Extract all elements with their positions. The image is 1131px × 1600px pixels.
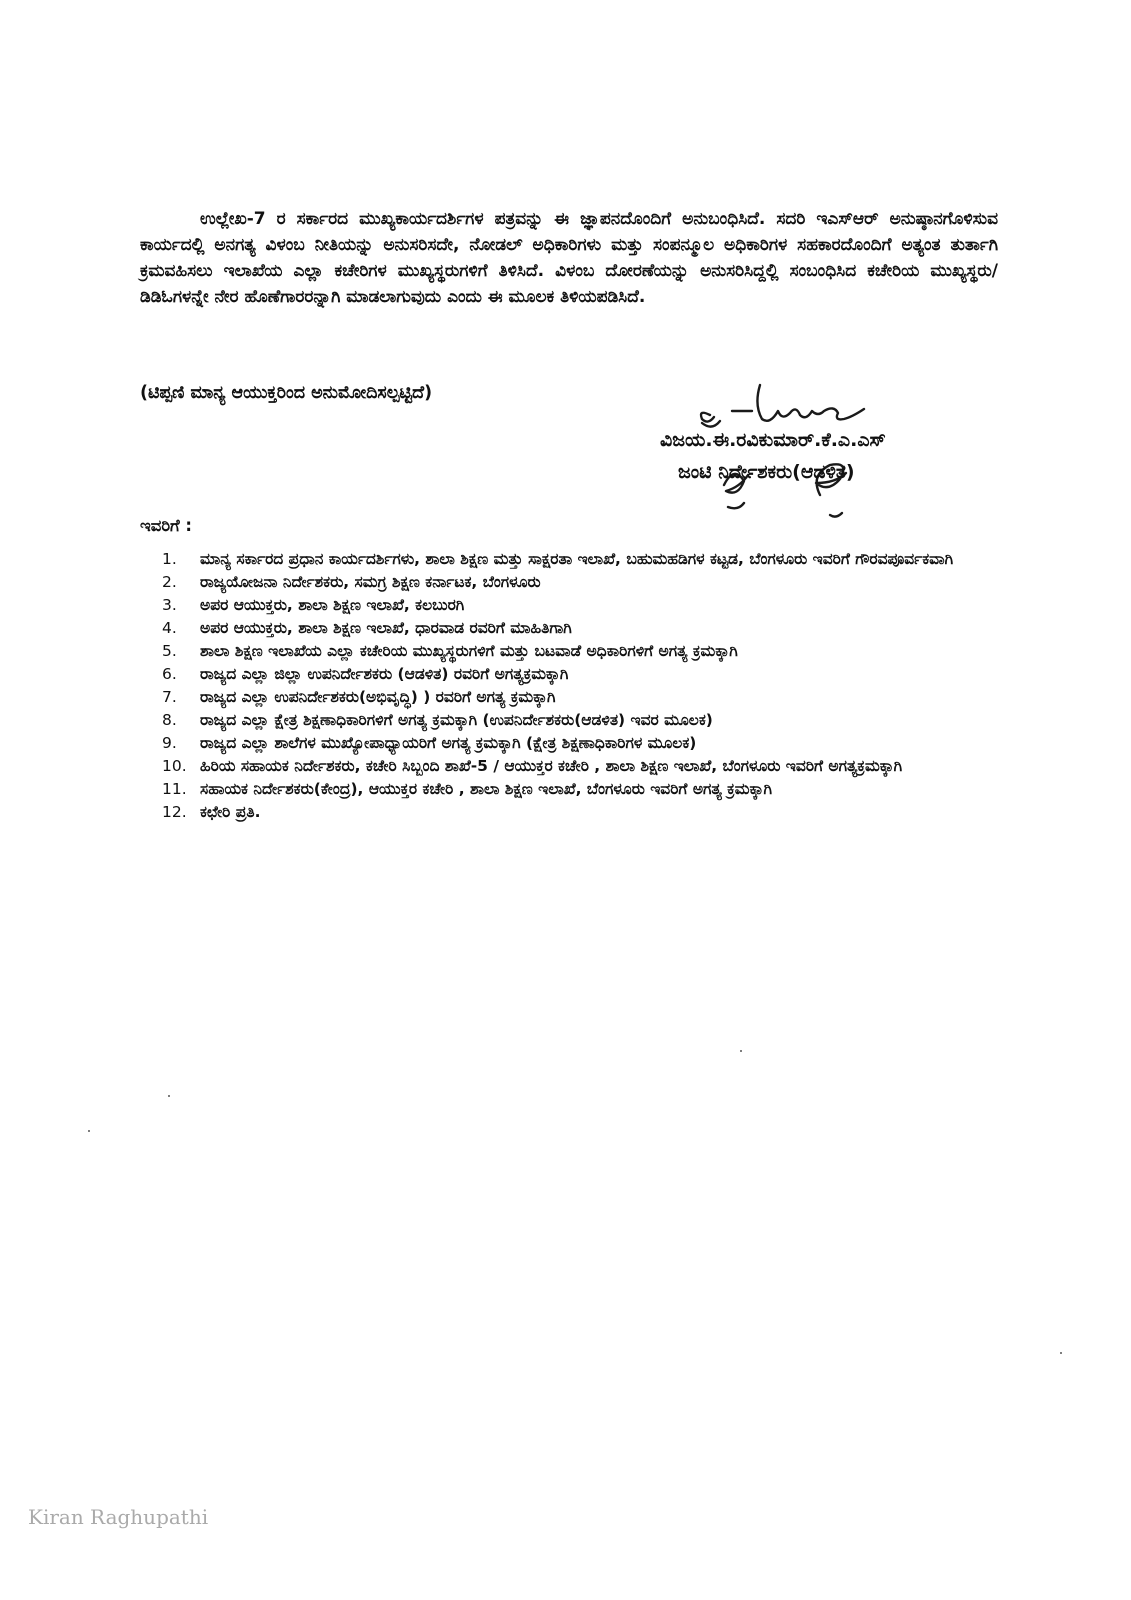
list-item <box>140 663 998 686</box>
body-paragraph: ಉಲ್ಲೇಖ-7 ರ ಸರ್ಕಾರದ ಮುಖ್ಯಕಾರ್ಯದರ್ಶಿಗಳ ಪತ್ರವನ್ನು ಈ ಜ್ಞಾಪನದೊಂದಿಗೆ ಅನುಬಂಧಿಸಿದೆ. ಸದರಿ ಇಎಸ್‌ಆರ್ ಅನುಷ್ಠಾನಗೊಳಿಸುವ ಕಾರ್ಯದಲ್ಲಿ ಅನಗತ್ಯ ವಿಳಂಬ ನೀತಿಯನ್ನು ಅನುಸರಿಸದೇ, ನೋಡಲ್ ಅಧಿಕಾರಿಗಳು ಮತ್ತು ಸಂಪನ್ಮೂಲ ಅಧಿಕಾರಿಗಳ ಸಹಕಾರದೊಂದಿಗೆ ಅತ್ಯಂತ ತುರ್ತಾಗಿ ಕ್ರಮವಹಿಸಲು ಇಲಾಖೆಯ ಎಲ್ಲಾ ಕಚೇರಿಗಳ ಮುಖ್ಯಸ್ಥರುಗಳಿಗೆ ತಿಳಿಸಿದೆ. ವಿಳಂಬ ದೋರಣೆಯನ್ನು ಅನುಸರಿಸಿದ್ದಲ್ಲಿ ಸಂಬಂಧಿಸಿದ ಕಚೇರಿಯ ಮುಖ್ಯಸ್ಥರು/ ಡಿಡಿಓಗಳನ್ನೇ ನೇರ ಹೊಣೆಗಾರರನ್ನಾಗಿ ಮಾಡಲಾಗುವುದು ಎಂದು ಈ ಮೂಲಕ ತಿಳಿಯಪಡಿಸಿದೆ. <box>140 209 998 307</box>
scan-speck <box>1060 1352 1062 1354</box>
item-text: ರಾಜ್ಯದ ಎಲ್ಲಾ ಜಿಲ್ಲಾ ಉಪನಿರ್ದೇಶಕರು (ಆಡಳಿತ) ರವರಿಗೆ ಅಗತ್ಯಕ್ರಮಕ್ಕಾಗಿ <box>200 665 569 683</box>
item-number: 4. <box>162 619 177 637</box>
scan-speck <box>168 1095 170 1097</box>
list-item <box>140 709 998 732</box>
signatory-name: ವಿಜಯ.ಈ.ರವಿಕುಮಾರ್.ಕೆ.ಎ.ಎಸ್ <box>660 429 886 451</box>
list-item <box>140 755 998 778</box>
recipients-list <box>140 548 998 824</box>
item-text: ರಾಜ್ಯದ ಎಲ್ಲಾ ಉಪನಿರ್ದೇಶಕರು(ಅಭಿವೃದ್ಧಿ) ) ರವರಿಗೆ ಅಗತ್ಯ ಕ್ರಮಕ್ಕಾಗಿ <box>200 688 556 706</box>
list-item <box>140 778 998 801</box>
item-number: 7. <box>162 688 177 706</box>
list-item <box>140 801 998 824</box>
list-item <box>140 594 998 617</box>
item-text: ರಾಜ್ಯದ ಎಲ್ಲಾ ಕ್ಷೇತ್ರ ಶಿಕ್ಷಣಾಧಿಕಾರಿಗಳಿಗೆ ಅಗತ್ಯ ಕ್ರಮಕ್ಕಾಗಿ (ಉಪನಿರ್ದೇಶಕರು(ಆಡಳಿತ) ಇವರ ಮೂಲಕ) <box>200 711 713 729</box>
item-number: 11. <box>162 780 187 798</box>
item-number: 12. <box>162 803 187 821</box>
list-item <box>140 732 998 755</box>
recipients-heading: ಇವರಿಗೆ : <box>140 516 192 535</box>
item-number: 6. <box>162 665 177 683</box>
scan-speck <box>88 1130 90 1132</box>
item-number: 3. <box>162 596 177 614</box>
item-text: ಅಪರ ಆಯುಕ್ತರು, ಶಾಲಾ ಶಿಕ್ಷಣ ಇಲಾಖೆ, ಧಾರವಾಡ ರವರಿಗೆ ಮಾಹಿತಿಗಾಗಿ <box>200 619 572 637</box>
list-item <box>140 617 998 640</box>
item-number: 1. <box>162 550 177 568</box>
list-item <box>140 686 998 709</box>
list-item <box>140 548 998 571</box>
item-text: ರಾಜ್ಯದ ಎಲ್ಲಾ ಶಾಲೆಗಳ ಮುಖ್ಯೋಪಾಧ್ಯಾಯರಿಗೆ ಅಗತ್ಯ ಕ್ರಮಕ್ಕಾಗಿ (ಕ್ಷೇತ್ರ ಶಿಕ್ಷಣಾಧಿಕಾರಿಗಳ ಮೂಲಕ) <box>200 734 697 752</box>
item-text: ಮಾನ್ಯ ಸರ್ಕಾರದ ಪ್ರಧಾನ ಕಾರ್ಯದರ್ಶಿಗಳು, ಶಾಲಾ ಶಿಕ್ಷಣ ಮತ್ತು ಸಾಕ್ಷರತಾ ಇಲಾಖೆ, ಬಹುಮಹಡಿಗಳ ಕಟ್ಟಡ, ಬೆಂಗಳೂರು ಇವರಿಗೆ ಗೌರವಪೂರ್ವಕವಾಗಿ <box>200 550 954 568</box>
item-number: 10. <box>162 757 187 775</box>
item-text: ಕಛೇರಿ ಪ್ರತಿ. <box>200 803 261 821</box>
list-item <box>140 571 998 594</box>
item-text: ಅಪರ ಆಯುಕ್ತರು, ಶಾಲಾ ಶಿಕ್ಷಣ ಇಲಾಖೆ, ಕಲಬುರಗಿ <box>200 596 465 614</box>
approval-note: (ಟಿಪ್ಪಣಿ ಮಾನ್ಯ ಆಯುಕ್ತರಿಂದ ಅನುಮೋದಿಸಲ್ಪಟ್ಟಿದೆ) <box>140 383 433 403</box>
signatory-designation: ಜಂಟಿ ನಿರ್ದೇಶಕರು(ಆಡಳಿತ) <box>678 461 855 483</box>
item-text: ರಾಜ್ಯಯೋಜನಾ ನಿರ್ದೇಶಕರು, ಸಮಗ್ರ ಶಿಕ್ಷಣ ಕರ್ನಾಟಕ, ಬೆಂಗಳೂರು <box>200 573 541 591</box>
list-item <box>140 640 998 663</box>
item-text: ಶಾಲಾ ಶಿಕ್ಷಣ ಇಲಾಖೆಯ ಎಲ್ಲಾ ಕಚೇರಿಯ ಮುಖ್ಯಸ್ಥರುಗಳಿಗೆ ಮತ್ತು ಬಟವಾಡೆ ಅಧಿಕಾರಿಗಳಿಗೆ ಅಗತ್ಯ ಕ್ರಮಕ್ಕಾಗಿ <box>200 642 738 660</box>
watermark: Kiran Raghupathi <box>28 1505 209 1529</box>
item-text: ಹಿರಿಯ ಸಹಾಯಕ ನಿರ್ದೇಶಕರು, ಕಚೇರಿ ಸಿಬ್ಬಂದಿ ಶಾಖೆ-5 / ಆಯುಕ್ತರ ಕಚೇರಿ , ಶಾಲಾ ಶಿಕ್ಷಣ ಇಲಾಖೆ, ಬೆಂಗಳೂರು ಇವರಿಗೆ ಅಗತ್ಯಕ್ರಮಕ್ಕಾಗಿ <box>200 757 903 775</box>
item-number: 2. <box>162 573 177 591</box>
scan-speck <box>740 1050 742 1052</box>
item-text: ಸಹಾಯಕ ನಿರ್ದೇಶಕರು(ಕೇಂದ್ರ), ಆಯುಕ್ತರ ಕಚೇರಿ , ಶಾಲಾ ಶಿಕ್ಷಣ ಇಲಾಖೆ, ಬೆಂಗಳೂರು ಇವರಿಗೆ ಅಗತ್ಯ ಕ್ರಮಕ್ಕಾಗಿ <box>200 780 772 798</box>
item-number: 8. <box>162 711 177 729</box>
signature-block <box>640 375 1020 525</box>
item-number: 9. <box>162 734 177 752</box>
item-number: 5. <box>162 642 177 660</box>
